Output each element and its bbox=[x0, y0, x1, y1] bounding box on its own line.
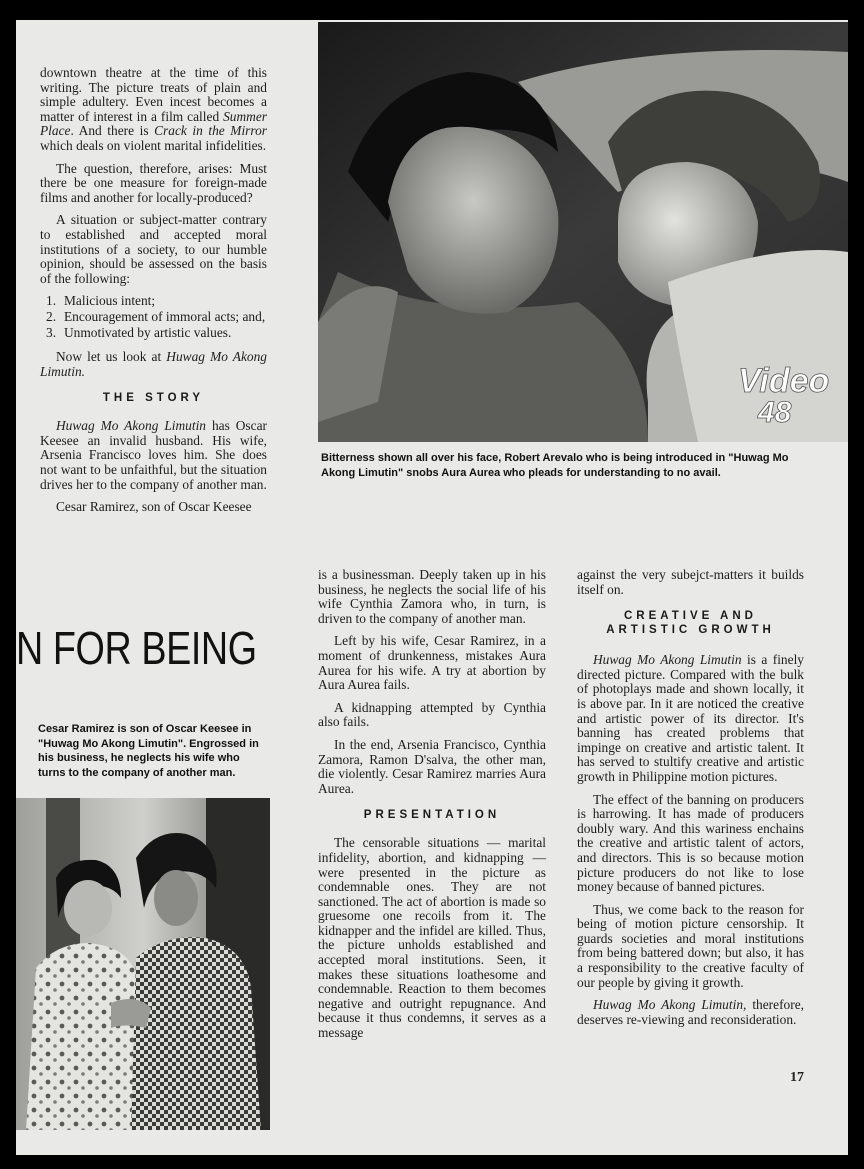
paragraph: Cesar Ramirez, son of Oscar Keesee bbox=[56, 499, 252, 515]
page-number: 17 bbox=[790, 1070, 804, 1085]
paragraph: Left by his wife, Cesar Ramirez, in a moment of drunkenness, mistakes Aura Aurea for his wife. A try at abortion by Aura Aurea fails. bbox=[318, 633, 546, 693]
paragraph: The censorable situations — marital infidelity, abortion, and kidnapping — were presented in the picture as condemnable ones. They are not sanctioned. The act of abortion is made so gruesome one recoils from it. The kidnapper and the infidel are killed. Thus, the picture unholds established and accepted moral institutions. Seen, it makes these situations loathesome and condemnable. Reaction to them becomes negative and outright repugnance. And because it thus condemns, it serves as a message bbox=[318, 835, 546, 1041]
criteria-list bbox=[40, 294, 267, 340]
section-heading-story: THE STORY bbox=[102, 392, 205, 405]
film-still-couple bbox=[318, 22, 848, 442]
svg-text:Video: Video bbox=[738, 362, 830, 400]
left-photo-caption: Cesar Ramirez is son of Oscar Keesee in "Huwag Mo Akong Limutin". Engrossed in his business, he neglects his wife who turns to the company of another man. bbox=[38, 723, 259, 779]
list-item: 3. Unmotivated by artistic values. bbox=[46, 324, 232, 340]
list-item: 2. Encouragement of immoral acts; and, bbox=[46, 308, 266, 324]
paragraph: A situation or subject-matter contrary to established and accepted moral institutions of a society, to our humble opinion, should be assessed on the basis of the following: bbox=[40, 212, 267, 286]
paragraph: Huwag Mo Akong Limutin is a finely directed picture. Compared with the bulk of photoplays made and shown locally, it is above par. In it are noticed the creative and artistic power of its director. It's banning has created problems that impinge on creative and artistic talent. It has served to stultify creative and artistic growth in Philippine motion pictures. bbox=[577, 652, 804, 784]
paragraph: In the end, Arsenia Francisco, Cynthia Zamora, Ramon D'salva, the other man, die violently. Cesar Ramirez marries Aura Aurea. bbox=[318, 736, 546, 796]
column-3 bbox=[577, 568, 804, 1035]
paragraph: is a businessman. Deeply taken up in his business, he neglects the social life of his wife Cynthia Zamora who, in turn, is driven to the company of another man. bbox=[318, 567, 546, 626]
lower-left-photo bbox=[16, 798, 270, 1130]
svg-text:48: 48 bbox=[758, 396, 792, 429]
film-still-two-women bbox=[16, 798, 270, 1130]
paragraph: downtown theatre at the time of this writing. The picture treats of plain and simple adultery. Even incest becomes a matter of interest in a film called Summer Place. And there is Crack in the Mirror which deals on violent marital infidelities. bbox=[40, 65, 268, 153]
paragraph: against the very subejct-matters it builds itself on. bbox=[577, 567, 804, 597]
column-2 bbox=[318, 568, 546, 1049]
paragraph: The effect of the banning on producers is harrowing. It has made of producers doubly wary. And this wariness enchains the creative and artistic talent of actors, and directors. This is so because motion picture producers do not like to lose money because of banned pictures. bbox=[577, 791, 804, 895]
main-photo bbox=[318, 22, 848, 442]
magazine-page bbox=[16, 20, 848, 1155]
section-heading-presentation: PRESENTATION bbox=[363, 809, 501, 822]
paragraph: The question, therefore, arises: Must there be one measure for foreign-made films and another for locally-produced? bbox=[40, 160, 267, 205]
main-photo-caption: Bitterness shown all over his face, Robert Arevalo who is being introduced in "Huwag Mo Akong Limutin" snobs Aura Aurea who pleads for understanding to no avail. bbox=[321, 452, 789, 479]
paragraph: Huwag Mo Akong Limutin has Oscar Keesee an invalid husband. His wife, Arsenia Francisco loves him. She does not want to be unfaithful, but the situation drives her to the company of another man. bbox=[40, 418, 267, 492]
article-headline: N FOR BEING bbox=[16, 622, 257, 674]
paragraph: Now let us look at Huwag Mo Akong Limutin. bbox=[40, 349, 267, 379]
section-heading-creative: CREATIVE AND ARTISTIC GROWTH bbox=[606, 610, 775, 637]
column-1 bbox=[40, 66, 267, 523]
paragraph: Huwag Mo Akong Limutin, therefore, deserves re-viewing and reconsideration. bbox=[577, 997, 804, 1027]
list-item: 1. Malicious intent; bbox=[46, 293, 156, 309]
paragraph: A kidnapping attempted by Cynthia also fails. bbox=[318, 699, 546, 730]
paragraph: Thus, we come back to the reason for being of motion picture censorship. It guards societies and moral institutions from being battered down; but also, it has a responsibility to the creative faculty of our people by giving it growth. bbox=[577, 901, 804, 990]
